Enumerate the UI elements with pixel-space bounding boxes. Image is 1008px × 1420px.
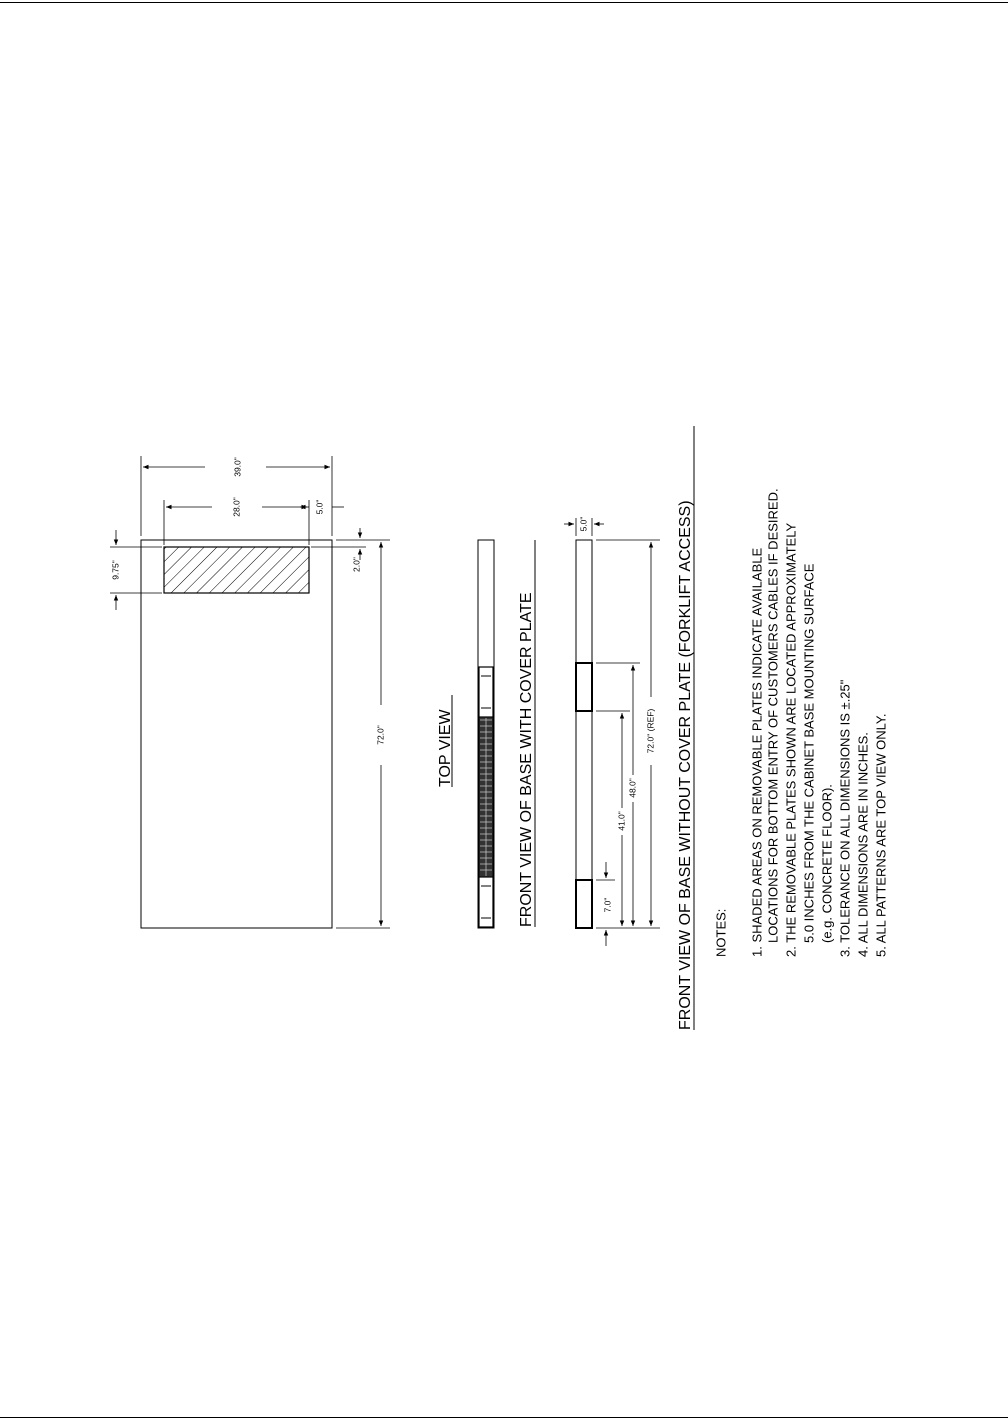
dim-label-plate-offset: 2.0" bbox=[351, 557, 362, 572]
forklift-pocket bbox=[576, 663, 592, 711]
notes-heading: NOTES: bbox=[713, 908, 729, 957]
dim-label-overall-width: 39.0" bbox=[232, 457, 243, 477]
dim-plate-offset bbox=[311, 528, 390, 560]
note-line: 5.0 INCHES FROM THE CABINET BASE MOUNTING SURFACE bbox=[801, 563, 817, 943]
front-view-without-cover bbox=[576, 540, 592, 928]
front-open-outline bbox=[576, 540, 592, 928]
dim-label-pocket-outer: 48.0" bbox=[627, 778, 638, 798]
note-line: LOCATIONS FOR BOTTOM ENTRY OF CUSTOMERS CABLES IF DESIRED. bbox=[765, 488, 781, 943]
dim-label-side-offset: 5.0" bbox=[314, 499, 325, 515]
front-view-without-cover-title: FRONT VIEW OF BASE WITHOUT COVER PLATE (FORKLIFT ACCESS) bbox=[677, 500, 695, 1030]
base-outline bbox=[141, 540, 332, 928]
dim-label-front-height: 5.0" bbox=[578, 516, 589, 532]
notes-list bbox=[749, 488, 888, 957]
front-view-with-cover-title: FRONT VIEW OF BASE WITH COVER PLATE bbox=[518, 592, 536, 927]
dim-label-plate-depth: 9.75" bbox=[110, 560, 121, 580]
top-view bbox=[141, 540, 332, 928]
forklift-pocket bbox=[576, 880, 592, 928]
cable-entry-plate bbox=[164, 547, 309, 593]
note-line: 2. THE REMOVABLE PLATES SHOWN ARE LOCATED APPROXIMATELY bbox=[783, 522, 799, 957]
dim-label-reference-length: 72.0" (REF) bbox=[645, 708, 656, 754]
note-line: 5. ALL PATTERNS ARE TOP VIEW ONLY. bbox=[873, 713, 889, 957]
dim-label-pocket-start: 7.0" bbox=[602, 897, 613, 913]
dim-label-plate-width: 28.0" bbox=[231, 497, 242, 517]
dim-label-overall-length: 72.0" bbox=[375, 725, 386, 745]
top-view-title: TOP VIEW bbox=[437, 709, 455, 787]
note-line: (e.g. CONCRETE FLOOR). bbox=[819, 784, 835, 943]
note-line: 1. SHADED AREAS ON REMOVABLE PLATES INDICATE AVAILABLE bbox=[749, 547, 765, 957]
dim-label-pocket-inner: 41.0" bbox=[616, 811, 627, 831]
note-line: 4. ALL DIMENSIONS ARE IN INCHES. bbox=[855, 732, 871, 957]
note-line: 3. TOLERANCE ON ALL DIMENSIONS IS ±.25" bbox=[837, 679, 853, 957]
